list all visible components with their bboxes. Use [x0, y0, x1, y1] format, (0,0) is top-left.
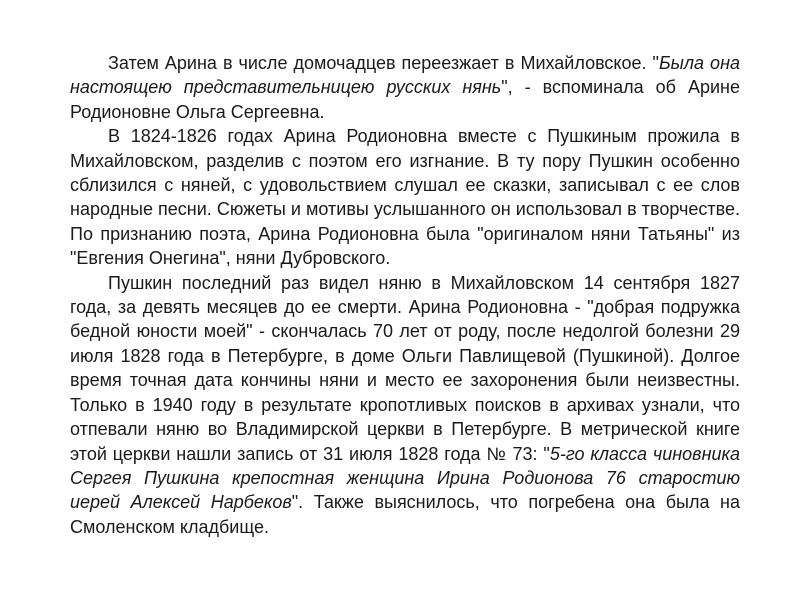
paragraph-3-text-end: ". Также выяснилось, что погребена она была на Смоленском кладбище.: [70, 492, 740, 537]
paragraph-1: [70, 51, 740, 124]
paragraph-3-quote: 5-го класса чиновника Сергея Пушкина крепостная женщина Ирина Родионова 76 старостию иерей Алексей Нарбеков: [70, 443, 740, 513]
paragraph-3-text: Пушкин последний раз видел няню в Михайловском 14 сентября 1827 года, за девять месяцев до ее смерти. Арина Родионовна - "добрая подружка бедной юности моей" - скончалась 70 лет от роду, после недолгой болезни 29 июля 1828 года в Петербурге, в доме Ольги Павлищевой (Пушкиной). Долгое время точная дата кончины няни и место ее захоронения были неизвестны. Только в 1940 году в результате кропотливых поисков в архивах узнали, что отпевали няню во Владимирской церкви в Петербурге. В метрической книге этой церкви нашли запись от 31 июля 1828 года № 73: ": [70, 272, 740, 464]
document-body: [70, 51, 740, 539]
paragraph-1-text-end: ", - вспоминала об Арине Родионовне Ольга Сергеевна.: [70, 77, 740, 122]
paragraph-2: [70, 124, 740, 270]
paragraph-2-text: В 1824-1826 годах Арина Родионовна вместе с Пушкиным прожила в Михайловском, разделив с поэтом его изгнание. В ту пору Пушкин особенно сблизился с няней, с удовольствием слушал ее сказки, записывал с ее слов народные песни. Сюжеты и мотивы услышанного он использовал в творчестве. По признанию поэта, Арина Родионовна была "оригиналом няни Татьяны" из "Евгения Онегина", няни Дубровского.: [70, 126, 740, 269]
paragraph-3: [70, 271, 740, 539]
paragraph-1-text: Затем Арина в числе домочадцев переезжает в Михайловское. ": [108, 53, 659, 73]
paragraph-1-quote: Была она настоящею представительницею русских нянь: [70, 53, 740, 98]
